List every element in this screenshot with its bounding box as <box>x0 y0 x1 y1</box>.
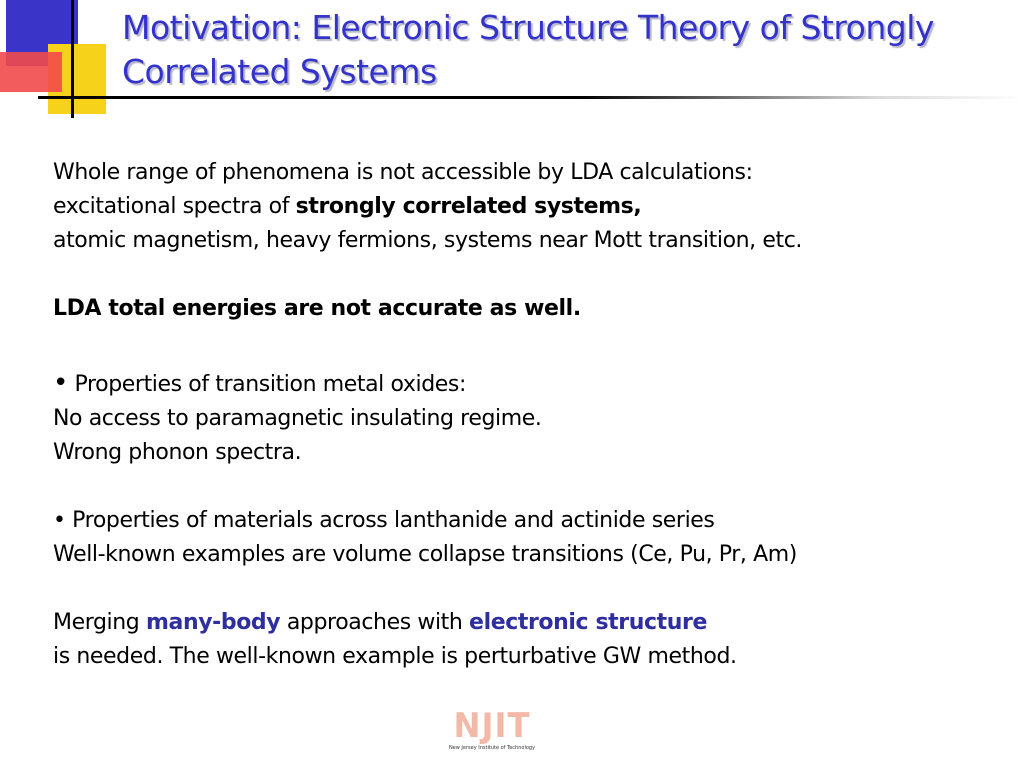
bullet1-line3: Wrong phonon spectra. <box>53 440 302 465</box>
closing-mid: approaches with <box>280 610 470 635</box>
bullet-marker: • <box>53 508 66 533</box>
logo-mark: NJIT <box>453 706 531 746</box>
lda-statement: LDA total energies are not accurate as well. <box>53 296 581 321</box>
emphasis-electronic-structure: electronic structure <box>469 610 707 635</box>
bullet1-heading <box>53 366 1003 402</box>
emphasis-many-body: many-body <box>145 610 281 635</box>
njit-logo <box>440 708 544 752</box>
closing-pre: Merging <box>53 610 146 635</box>
para1-line2 <box>53 190 1003 224</box>
bullet1-heading-text: Properties of transition metal oxides: <box>74 372 466 397</box>
para1-line1: Whole range of phenomena is not accessible by LDA calculations: <box>53 160 753 185</box>
bullet2-line2: Well-known examples are volume collapse transitions (Ce, Pu, Pr, Am) <box>53 542 797 567</box>
bullet2-heading-text: Properties of materials across lanthanide and actinide series <box>72 508 715 533</box>
emphasis-strongly-correlated: strongly correlated systems, <box>295 194 642 219</box>
slide-title: Motivation: Electronic Structure Theory of Strongly Correlated Systems <box>122 8 934 91</box>
bullet2-heading <box>53 504 1003 538</box>
para1-line3: atomic magnetism, heavy fermions, systems near Mott transition, etc. <box>53 228 803 253</box>
bullet1-line2: No access to paramagnetic insulating regime. <box>53 406 542 431</box>
bullet-marker: • <box>53 368 68 398</box>
closing-line2: is needed. The well-known example is perturbative GW method. <box>53 644 737 669</box>
para1-line2-text: excitational spectra of <box>53 194 296 219</box>
logo-subtitle: New Jersey Institute of Technology <box>448 745 536 751</box>
closing-line1 <box>53 606 1003 640</box>
decor-horizontal-rule <box>38 96 1024 99</box>
decor-vertical-line <box>71 0 74 118</box>
decor-red-square <box>0 52 62 92</box>
slide-body <box>53 156 1003 674</box>
